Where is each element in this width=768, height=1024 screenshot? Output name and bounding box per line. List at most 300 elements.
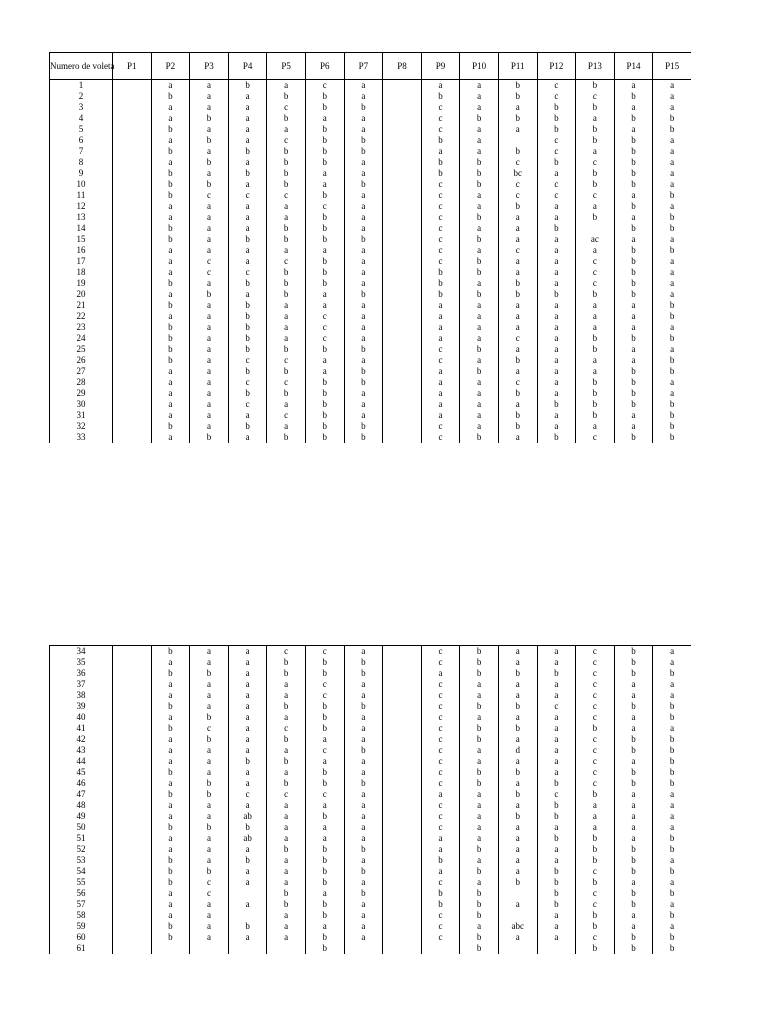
table-row xyxy=(50,278,692,289)
answer-cell-p15: b xyxy=(653,399,691,410)
answer-cell-p7: a xyxy=(344,723,383,734)
row-number-cell: 59 xyxy=(50,921,113,932)
answer-cell-p12: a xyxy=(537,767,576,778)
answer-cell-p14: b xyxy=(614,932,653,943)
answer-cell-p13: c xyxy=(576,701,615,712)
answer-cell-p6: b xyxy=(305,844,344,855)
answer-cell-p12: b xyxy=(537,833,576,844)
answer-cell-p8 xyxy=(383,168,422,179)
answer-cell-p13: b xyxy=(576,877,615,888)
answer-cell-p8 xyxy=(383,712,422,723)
answer-cell-p12: c xyxy=(537,91,576,102)
row-number-cell: 19 xyxy=(50,278,113,289)
answer-cell-p15: a xyxy=(653,822,691,833)
answer-cell-p3: a xyxy=(190,300,229,311)
answer-cell-p4: a xyxy=(228,745,267,756)
answer-cell-p12: a xyxy=(537,932,576,943)
answer-cell-p8 xyxy=(383,179,422,190)
answer-cell-p3: c xyxy=(190,267,229,278)
answer-cell-p9: c xyxy=(421,910,460,921)
answer-cell-p12: a xyxy=(537,822,576,833)
row-number-cell: 34 xyxy=(50,646,113,658)
answer-cell-p3: b xyxy=(190,289,229,300)
answer-cell-p2: a xyxy=(151,410,190,421)
answer-cell-p12: b xyxy=(537,800,576,811)
answer-cell-p12: c xyxy=(537,179,576,190)
answer-cell-p1 xyxy=(113,943,152,954)
answer-cell-p11: b xyxy=(498,278,537,289)
answer-cell-p10: a xyxy=(460,679,499,690)
answer-cell-p7: a xyxy=(344,278,383,289)
answer-cell-p14: a xyxy=(614,833,653,844)
answer-cell-p13: b xyxy=(576,344,615,355)
answer-cell-p10: a xyxy=(460,921,499,932)
answer-cell-p10: b xyxy=(460,734,499,745)
answer-cell-p2: a xyxy=(151,734,190,745)
answer-cell-p13: b xyxy=(576,377,615,388)
answer-cell-p9: c xyxy=(421,690,460,701)
answer-cell-p14: a xyxy=(614,800,653,811)
answer-cell-p15: a xyxy=(653,855,691,866)
table-row xyxy=(50,910,692,921)
answer-cell-p10: b xyxy=(460,344,499,355)
answer-cell-p13: b xyxy=(576,943,615,954)
answer-cell-p15: a xyxy=(653,80,691,92)
answer-cell-p12: a xyxy=(537,712,576,723)
answer-cell-p14: a xyxy=(614,311,653,322)
answer-cell-p2: b xyxy=(151,190,190,201)
table-row xyxy=(50,822,692,833)
answer-cell-p4: a xyxy=(228,201,267,212)
answer-cell-p7: b xyxy=(344,701,383,712)
answer-cell-p11: a xyxy=(498,822,537,833)
answer-cell-p2: b xyxy=(151,344,190,355)
answer-cell-p2 xyxy=(151,943,190,954)
answer-cell-p3: a xyxy=(190,201,229,212)
answer-cell-p2: b xyxy=(151,421,190,432)
answer-cell-p2: b xyxy=(151,866,190,877)
row-number-cell: 43 xyxy=(50,745,113,756)
answer-cell-p6: b xyxy=(305,388,344,399)
answer-cell-p15: b xyxy=(653,300,691,311)
answer-cell-p13: c xyxy=(576,745,615,756)
answer-cell-p4: c xyxy=(228,789,267,800)
answer-cell-p2: b xyxy=(151,333,190,344)
table-row xyxy=(50,388,692,399)
answer-cell-p5: a xyxy=(267,877,306,888)
answer-cell-p5: a xyxy=(267,201,306,212)
column-header-p8: P8 xyxy=(383,53,422,80)
column-header-p14: P14 xyxy=(614,53,653,80)
answer-cell-p11: a xyxy=(498,833,537,844)
table-row xyxy=(50,690,692,701)
answer-cell-p5: b xyxy=(267,146,306,157)
answer-cell-p8 xyxy=(383,767,422,778)
answer-cell-p4: a xyxy=(228,245,267,256)
answer-cell-p10: b xyxy=(460,932,499,943)
answer-cell-p9: b xyxy=(421,267,460,278)
answer-cell-p13: c xyxy=(576,190,615,201)
answer-cell-p10: a xyxy=(460,811,499,822)
answer-cell-p8 xyxy=(383,877,422,888)
answer-cell-p10: b xyxy=(460,168,499,179)
answer-cell-p6: b xyxy=(305,102,344,113)
answer-cell-p7: a xyxy=(344,80,383,92)
answer-cell-p13: b xyxy=(576,179,615,190)
answer-cell-p9: c xyxy=(421,877,460,888)
table-row xyxy=(50,921,692,932)
answer-cell-p3: b xyxy=(190,135,229,146)
answer-cell-p6: b xyxy=(305,943,344,954)
row-number-cell: 61 xyxy=(50,943,113,954)
answer-cell-p11: a xyxy=(498,712,537,723)
answer-cell-p3: a xyxy=(190,168,229,179)
answer-cell-p2: b xyxy=(151,278,190,289)
answer-cell-p13: b xyxy=(576,102,615,113)
answer-cell-p1 xyxy=(113,410,152,421)
answer-cell-p6: b xyxy=(305,899,344,910)
answer-cell-p5: c xyxy=(267,789,306,800)
answer-cell-p5: a xyxy=(267,811,306,822)
answer-cell-p5: a xyxy=(267,921,306,932)
answer-cell-p12: a xyxy=(537,734,576,745)
answer-cell-p5: a xyxy=(267,300,306,311)
answer-cell-p11: b xyxy=(498,146,537,157)
answer-cell-p2: b xyxy=(151,124,190,135)
answer-cell-p9: c xyxy=(421,223,460,234)
row-number-cell: 55 xyxy=(50,877,113,888)
answer-cell-p7: b xyxy=(344,289,383,300)
answer-cell-p2: a xyxy=(151,888,190,899)
answer-cell-p3: a xyxy=(190,278,229,289)
row-number-cell: 22 xyxy=(50,311,113,322)
answer-cell-p3: b xyxy=(190,179,229,190)
answer-cell-p12: c xyxy=(537,701,576,712)
answer-cell-p15: b xyxy=(653,245,691,256)
answer-cell-p13: b xyxy=(576,80,615,92)
row-number-cell: 21 xyxy=(50,300,113,311)
answer-cell-p9: a xyxy=(421,844,460,855)
answer-cell-p7: b xyxy=(344,377,383,388)
answer-cell-p5: b xyxy=(267,432,306,443)
answer-cell-p4: a xyxy=(228,410,267,421)
answer-cell-p14: b xyxy=(614,767,653,778)
answer-cell-p4: a xyxy=(228,135,267,146)
answer-cell-p13: c xyxy=(576,668,615,679)
answer-cell-p13: c xyxy=(576,712,615,723)
answer-cell-p9: c xyxy=(421,921,460,932)
table-row xyxy=(50,789,692,800)
answer-cell-p8 xyxy=(383,278,422,289)
answer-cell-p10: a xyxy=(460,877,499,888)
answer-cell-p4: a xyxy=(228,646,267,658)
answer-cell-p10: a xyxy=(460,789,499,800)
answer-cell-p4: a xyxy=(228,113,267,124)
answer-cell-p11: a xyxy=(498,256,537,267)
answer-cell-p5: c xyxy=(267,723,306,734)
answer-cell-p5: a xyxy=(267,910,306,921)
table-row xyxy=(50,734,692,745)
answer-cell-p4: a xyxy=(228,800,267,811)
column-header-p10: P10 xyxy=(460,53,499,80)
answer-cell-p10: b xyxy=(460,723,499,734)
answer-cell-p12: a xyxy=(537,333,576,344)
answer-cell-p11: c xyxy=(498,190,537,201)
answer-cell-p7: a xyxy=(344,333,383,344)
answer-cell-p3: c xyxy=(190,256,229,267)
answer-cell-p10: a xyxy=(460,745,499,756)
column-header-p13: P13 xyxy=(576,53,615,80)
answer-cell-p4 xyxy=(228,943,267,954)
table-row xyxy=(50,256,692,267)
answer-cell-p11: c xyxy=(498,333,537,344)
answer-cell-p15: b xyxy=(653,421,691,432)
answer-cell-p1 xyxy=(113,723,152,734)
answer-cell-p13: b xyxy=(576,844,615,855)
answer-cell-p15: a xyxy=(653,91,691,102)
answer-cell-p5: b xyxy=(267,157,306,168)
answer-cell-p2: b xyxy=(151,646,190,658)
answer-cell-p10: a xyxy=(460,690,499,701)
answer-cell-p10: a xyxy=(460,102,499,113)
table-row xyxy=(50,91,692,102)
answer-cell-p9: c xyxy=(421,355,460,366)
answer-cell-p7: a xyxy=(344,800,383,811)
table-row xyxy=(50,344,692,355)
answer-cell-p12: a xyxy=(537,300,576,311)
answer-cell-p15: a xyxy=(653,344,691,355)
answer-cell-p6: b xyxy=(305,223,344,234)
answer-cell-p14: b xyxy=(614,844,653,855)
answer-cell-p2: b xyxy=(151,767,190,778)
answer-cell-p14: b xyxy=(614,745,653,756)
answer-cell-p11: b xyxy=(498,410,537,421)
answer-cell-p10: b xyxy=(460,212,499,223)
answer-cell-p11: c xyxy=(498,245,537,256)
answer-cell-p8 xyxy=(383,679,422,690)
answer-cell-p5: b xyxy=(267,657,306,668)
answer-cell-p4: a xyxy=(228,432,267,443)
answer-cell-p9: c xyxy=(421,646,460,658)
answer-cell-p1 xyxy=(113,267,152,278)
answer-cell-p10: b xyxy=(460,778,499,789)
answer-cell-p12: b xyxy=(537,124,576,135)
answer-cell-p12: a xyxy=(537,910,576,921)
answer-cell-p3: a xyxy=(190,899,229,910)
answer-cell-p3: a xyxy=(190,932,229,943)
answer-cell-p8 xyxy=(383,333,422,344)
answer-cell-p15: b xyxy=(653,333,691,344)
answer-cell-p5: c xyxy=(267,135,306,146)
row-number-cell: 20 xyxy=(50,289,113,300)
answer-cell-p3: a xyxy=(190,355,229,366)
answer-cell-p11: a xyxy=(498,399,537,410)
answer-cell-p8 xyxy=(383,80,422,92)
answer-cell-p6: b xyxy=(305,410,344,421)
table-row xyxy=(50,745,692,756)
answer-cell-p13: c xyxy=(576,932,615,943)
answer-cell-p5: b xyxy=(267,366,306,377)
table-row xyxy=(50,888,692,899)
answer-cell-p9: c xyxy=(421,245,460,256)
answer-cell-p15: b xyxy=(653,701,691,712)
answer-cell-p8 xyxy=(383,888,422,899)
answer-cell-p15: b xyxy=(653,745,691,756)
answer-cell-p2: a xyxy=(151,113,190,124)
answer-cell-p6: b xyxy=(305,377,344,388)
answer-cell-p6: b xyxy=(305,135,344,146)
answer-cell-p14: b xyxy=(614,701,653,712)
header-row xyxy=(50,53,692,80)
answer-cell-p3: b xyxy=(190,866,229,877)
answer-cell-p3: b xyxy=(190,789,229,800)
answer-cell-p14: b xyxy=(614,899,653,910)
answer-cell-p12: c xyxy=(537,135,576,146)
answer-cell-p1 xyxy=(113,201,152,212)
answer-cell-p7: a xyxy=(344,311,383,322)
answer-cell-p7: a xyxy=(344,245,383,256)
answer-cell-p15: b xyxy=(653,366,691,377)
answer-cell-p3: a xyxy=(190,311,229,322)
ballot-table-2 xyxy=(49,645,691,954)
answer-cell-p1 xyxy=(113,146,152,157)
answer-cell-p5: a xyxy=(267,245,306,256)
row-number-cell: 25 xyxy=(50,344,113,355)
answer-cell-p2: a xyxy=(151,690,190,701)
answer-cell-p11: d xyxy=(498,745,537,756)
answer-cell-p7: a xyxy=(344,223,383,234)
table-row xyxy=(50,366,692,377)
answer-cell-p10: a xyxy=(460,124,499,135)
row-number-cell: 28 xyxy=(50,377,113,388)
answer-cell-p5: b xyxy=(267,899,306,910)
answer-cell-p5: a xyxy=(267,745,306,756)
answer-cell-p12: a xyxy=(537,344,576,355)
answer-cell-p9: b xyxy=(421,168,460,179)
answer-cell-p7: a xyxy=(344,712,383,723)
answer-cell-p6: a xyxy=(305,822,344,833)
answer-cell-p6: c xyxy=(305,333,344,344)
answer-cell-p2: a xyxy=(151,800,190,811)
answer-cell-p12: a xyxy=(537,168,576,179)
answer-cell-p9: c xyxy=(421,822,460,833)
answer-cell-p13 xyxy=(576,223,615,234)
answer-cell-p5: c xyxy=(267,256,306,267)
answer-cell-p7: a xyxy=(344,690,383,701)
answer-cell-p15: b xyxy=(653,734,691,745)
answer-cell-p9: a xyxy=(421,333,460,344)
answer-cell-p9: c xyxy=(421,234,460,245)
answer-cell-p15: a xyxy=(653,800,691,811)
answer-cell-p10: b xyxy=(460,910,499,921)
row-number-cell: 23 xyxy=(50,322,113,333)
answer-cell-p4: a xyxy=(228,712,267,723)
answer-cell-p14: b xyxy=(614,778,653,789)
answer-cell-p1 xyxy=(113,778,152,789)
answer-cell-p13: b xyxy=(576,289,615,300)
answer-cell-p13: a xyxy=(576,800,615,811)
answer-cell-p5: a xyxy=(267,800,306,811)
answer-cell-p7: a xyxy=(344,388,383,399)
answer-cell-p15: b xyxy=(653,355,691,366)
answer-cell-p12: b xyxy=(537,899,576,910)
answer-cell-p15: a xyxy=(653,679,691,690)
answer-cell-p11: a xyxy=(498,344,537,355)
answer-cell-p1 xyxy=(113,712,152,723)
column-header-p6: P6 xyxy=(305,53,344,80)
answer-cell-p4: b xyxy=(228,300,267,311)
answer-cell-p14: a xyxy=(614,234,653,245)
answer-cell-p14: a xyxy=(614,789,653,800)
answer-cell-p12: b xyxy=(537,399,576,410)
table-row xyxy=(50,300,692,311)
answer-cell-p9 xyxy=(421,943,460,954)
table-row xyxy=(50,80,692,92)
answer-cell-p9: b xyxy=(421,135,460,146)
answer-cell-p9: a xyxy=(421,399,460,410)
answer-cell-p5: a xyxy=(267,212,306,223)
answer-cell-p7: a xyxy=(344,855,383,866)
row-number-cell: 44 xyxy=(50,756,113,767)
answer-cell-p6: a xyxy=(305,734,344,745)
answer-cell-p9: c xyxy=(421,421,460,432)
answer-cell-p1 xyxy=(113,844,152,855)
answer-cell-p5: a xyxy=(267,124,306,135)
answer-cell-p11: a xyxy=(498,756,537,767)
answer-cell-p11: b xyxy=(498,877,537,888)
answer-cell-p7: b xyxy=(344,866,383,877)
answer-cell-p2: b xyxy=(151,877,190,888)
answer-cell-p11: a xyxy=(498,800,537,811)
answer-cell-p5: b xyxy=(267,888,306,899)
answer-cell-p6: a xyxy=(305,168,344,179)
answer-cell-p9: c xyxy=(421,679,460,690)
answer-cell-p9: b xyxy=(421,91,460,102)
answer-cell-p3: c xyxy=(190,888,229,899)
answer-cell-p7: a xyxy=(344,113,383,124)
answer-cell-p3: b xyxy=(190,432,229,443)
answer-cell-p14: b xyxy=(614,657,653,668)
answer-cell-p9: c xyxy=(421,745,460,756)
answer-cell-p12: c xyxy=(537,190,576,201)
answer-cell-p4: a xyxy=(228,223,267,234)
answer-cell-p8 xyxy=(383,190,422,201)
answer-cell-p2: a xyxy=(151,267,190,278)
answer-cell-p5: c xyxy=(267,377,306,388)
answer-cell-p6: c xyxy=(305,80,344,92)
column-header-p7: P7 xyxy=(344,53,383,80)
answer-cell-p4: b xyxy=(228,322,267,333)
answer-cell-p9: c xyxy=(421,124,460,135)
answer-cell-p13: a xyxy=(576,311,615,322)
answer-cell-p6: c xyxy=(305,789,344,800)
column-header-p12: P12 xyxy=(537,53,576,80)
answer-cell-p6: c xyxy=(305,646,344,658)
answer-cell-p11: a xyxy=(498,899,537,910)
table-body-2 xyxy=(50,646,692,955)
answer-cell-p2: b xyxy=(151,146,190,157)
answer-cell-p11: a xyxy=(498,778,537,789)
answer-cell-p7: a xyxy=(344,267,383,278)
answer-cell-p10: a xyxy=(460,410,499,421)
answer-cell-p6: c xyxy=(305,201,344,212)
table-row xyxy=(50,157,692,168)
answer-cell-p15: a xyxy=(653,168,691,179)
answer-cell-p7: b xyxy=(344,421,383,432)
answer-cell-p7: a xyxy=(344,734,383,745)
answer-cell-p2: a xyxy=(151,745,190,756)
answer-cell-p14: b xyxy=(614,245,653,256)
